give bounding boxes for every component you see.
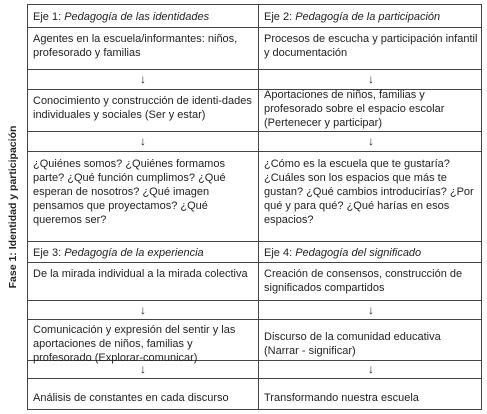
eje-2-header xyxy=(259,10,483,24)
eje-3-row-2: Comunicación y expresión del sentir y las aportaciones de niños, familias y profesorado (Explorar-comunicar) xyxy=(33,324,236,364)
row-divider xyxy=(28,319,481,320)
row-divider xyxy=(28,151,481,152)
row-divider xyxy=(28,69,481,70)
header-divider-top xyxy=(28,27,481,28)
eje-1-title: Pedagogía de las identidades xyxy=(64,11,210,23)
pedagogy-table xyxy=(27,4,482,410)
eje-1-arrow-1: ↓ xyxy=(140,72,146,86)
eje-2-prefix: Eje 2: xyxy=(264,11,296,23)
eje-4-title: Pedagogía del significado xyxy=(295,247,422,259)
eje-3-arrow-1: ↓ xyxy=(140,303,146,317)
eje-1-row-2: Conocimiento y construcción de identi-dades individuales y sociales (Ser y estar) xyxy=(33,95,252,121)
eje-3-prefix: Eje 3: xyxy=(33,247,65,259)
section-divider xyxy=(28,241,481,242)
eje-3-row-3: Análisis de constantes en cada discurso xyxy=(33,392,229,404)
row-divider xyxy=(28,378,481,379)
row-divider xyxy=(28,300,481,301)
header-divider-bottom xyxy=(28,262,481,263)
phase-label: Fase 1: Identidad y participación xyxy=(7,125,19,289)
eje-3-row-1: De la mirada individual a la mirada colectiva xyxy=(33,268,248,280)
eje-2-arrow-1: ↓ xyxy=(368,72,374,86)
eje-2-row-3: ¿Cómo es la escuela que te gustaría? ¿Cuáles son los espacios que más te gustan? ¿Qué cambios introducirías? ¿Por qué y para qué? ¿Qué harías en esos espacios? xyxy=(264,158,474,226)
eje-3-header xyxy=(28,246,258,260)
eje-4-header xyxy=(259,246,483,260)
eje-1-arrow-2: ↓ xyxy=(140,134,146,148)
eje-4-row-1: Creación de consensos, construcción de significados compartidos xyxy=(264,268,463,294)
eje-1-prefix: Eje 1: xyxy=(33,11,65,23)
phase-label-container xyxy=(0,0,26,414)
eje-4-row-2: Discurso de la comunidad educativa (Narrar - significar) xyxy=(264,331,441,357)
eje-2-title: Pedagogía de la participación xyxy=(295,11,441,23)
eje-3-title: Pedagogía de la experiencia xyxy=(64,247,204,259)
eje-1-header xyxy=(28,10,258,24)
eje-4-arrow-2: ↓ xyxy=(368,362,374,376)
row-divider xyxy=(28,131,481,132)
eje-1-row-3: ¿Quiénes somos? ¿Quiénes formamos parte? ¿Qué función cumplimos? ¿Qué esperan de nosotros? ¿Qué imagen pensamos que proyectamos? ¿Qué queremos ser? xyxy=(33,158,226,226)
eje-3-arrow-2: ↓ xyxy=(140,362,146,376)
eje-1-row-1: Agentes en la escuela/informantes: niños, profesorado y familias xyxy=(33,33,238,59)
eje-2-row-2: Aportaciones de niños, familias y profesorado sobre el espacio escolar (Pertenecer y participar) xyxy=(264,89,445,129)
eje-4-row-3: Transformando nuestra escuela xyxy=(264,392,419,404)
eje-4-prefix: Eje 4: xyxy=(264,247,296,259)
eje-2-row-1: Procesos de escucha y participación infantil y documentación xyxy=(264,33,478,59)
eje-4-arrow-1: ↓ xyxy=(368,303,374,317)
eje-2-arrow-2: ↓ xyxy=(368,134,374,148)
